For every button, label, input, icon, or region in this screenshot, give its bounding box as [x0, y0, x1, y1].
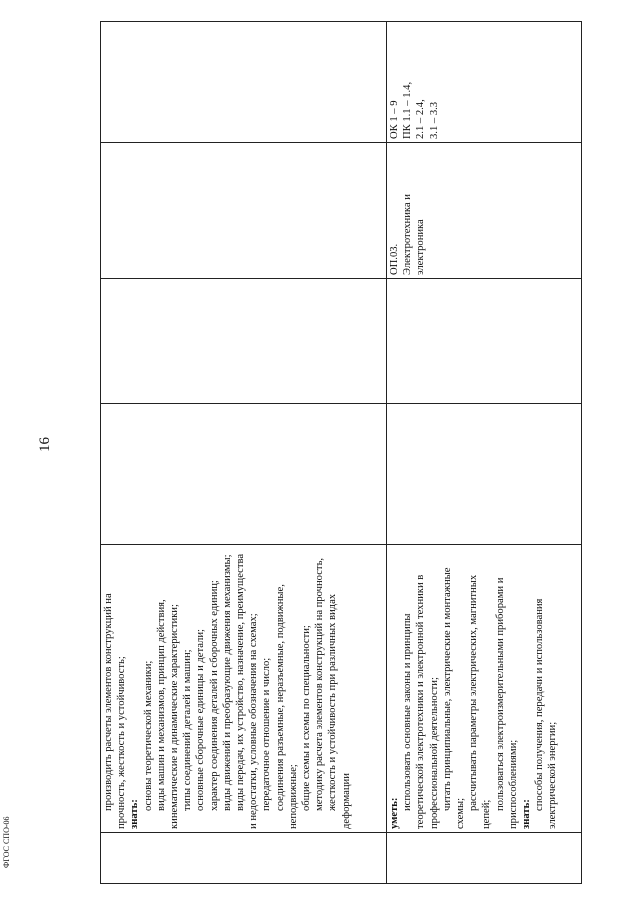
section-heading: уметь:: [389, 797, 400, 829]
requirement-line: виды передач, их устройство, назначение, преимущества: [235, 553, 247, 811]
curriculum-table-rotated: [100, 22, 581, 884]
requirement-line: теоретической электротехники и электронной техники в: [415, 574, 427, 829]
requirement-line: характер соединения деталей и сборочных единиц;: [208, 580, 220, 811]
cell-requirements: [101, 545, 387, 833]
requirement-line: типы соединений деталей и машин;: [182, 649, 194, 811]
discipline-code: ОП.03.: [389, 243, 400, 275]
section-heading: знать:: [521, 799, 533, 829]
table-row: [387, 22, 582, 884]
cell-requirements: [387, 545, 582, 833]
cell-index: [101, 833, 387, 884]
requirement-line: пользоваться электроизмерительными приборами и: [494, 577, 506, 811]
requirement-line: жесткость и устойчивость при различных видах: [327, 593, 339, 811]
competency-code: ПК 1.1 – 1.4,: [402, 81, 414, 139]
requirement-line: соединения разъемные, неразъемные, подвижные,: [274, 584, 286, 811]
requirement-line: электрической энергии;: [547, 721, 559, 829]
requirement-line: кинематические и динамические характеристики;: [169, 604, 181, 829]
requirement-line: передаточное отношение и число;: [261, 657, 273, 811]
footer-code: ФГОС СПО-06: [2, 816, 11, 868]
requirement-line: основы теоретической механики;: [142, 660, 154, 811]
cell-competencies: [387, 22, 582, 143]
requirement-line: схемы;: [455, 797, 467, 829]
requirement-line: основные сборочные единицы и детали;: [195, 629, 207, 811]
requirement-line: деформации: [340, 773, 352, 829]
requirement-line: неподвижные;: [287, 764, 299, 829]
competency-code: 2.1 – 2.4,: [415, 99, 427, 139]
requirement-line: способы получения, передачи и использования: [534, 598, 546, 811]
cell-hours-max: [387, 404, 582, 545]
table-row: [101, 22, 387, 884]
cell-hours-mandatory: [101, 279, 387, 404]
requirement-line: и недостатки, условные обозначения на схемах;: [248, 613, 260, 829]
section-heading: знать:: [129, 799, 141, 829]
requirement-line: методику расчета элементов конструкций на прочность,: [314, 557, 326, 811]
cell-discipline: [387, 143, 582, 279]
requirement-line: общие схемы и схемы по специальности;: [301, 625, 313, 811]
cell-index: [387, 833, 582, 884]
cell-discipline: [101, 143, 387, 279]
cell-hours-mandatory: [387, 279, 582, 404]
competency-code: ОК 1 – 9: [389, 100, 400, 139]
page-number: 16: [37, 437, 53, 452]
requirement-line: рассчитывать параметры электрических, магнитных: [468, 574, 480, 811]
requirement-line: цепей;: [481, 799, 493, 829]
discipline-name: Электротехника и: [402, 194, 414, 275]
discipline-name: электроника: [415, 219, 427, 275]
requirement-line: прочность, жесткость и устойчивость;: [116, 656, 128, 829]
requirement-line: профессиональной деятельности;: [428, 677, 440, 829]
requirement-line: использовать основные законы и принципы: [402, 613, 414, 811]
requirement-line: производить расчеты элементов конструкций на: [103, 593, 114, 811]
requirement-line: виды движений и преобразующие движения механизмы;: [221, 554, 233, 811]
requirement-line: читать принципиальные, электрические и монтажные: [441, 567, 453, 811]
requirement-line: приспособлениями;: [507, 739, 519, 829]
requirement-line: виды машин и механизмов, принцип действия,: [155, 599, 167, 811]
curriculum-table: [100, 21, 582, 884]
cell-competencies: [101, 22, 387, 143]
cell-hours-max: [101, 404, 387, 545]
competency-code: 3.1 – 3.3: [428, 101, 440, 139]
